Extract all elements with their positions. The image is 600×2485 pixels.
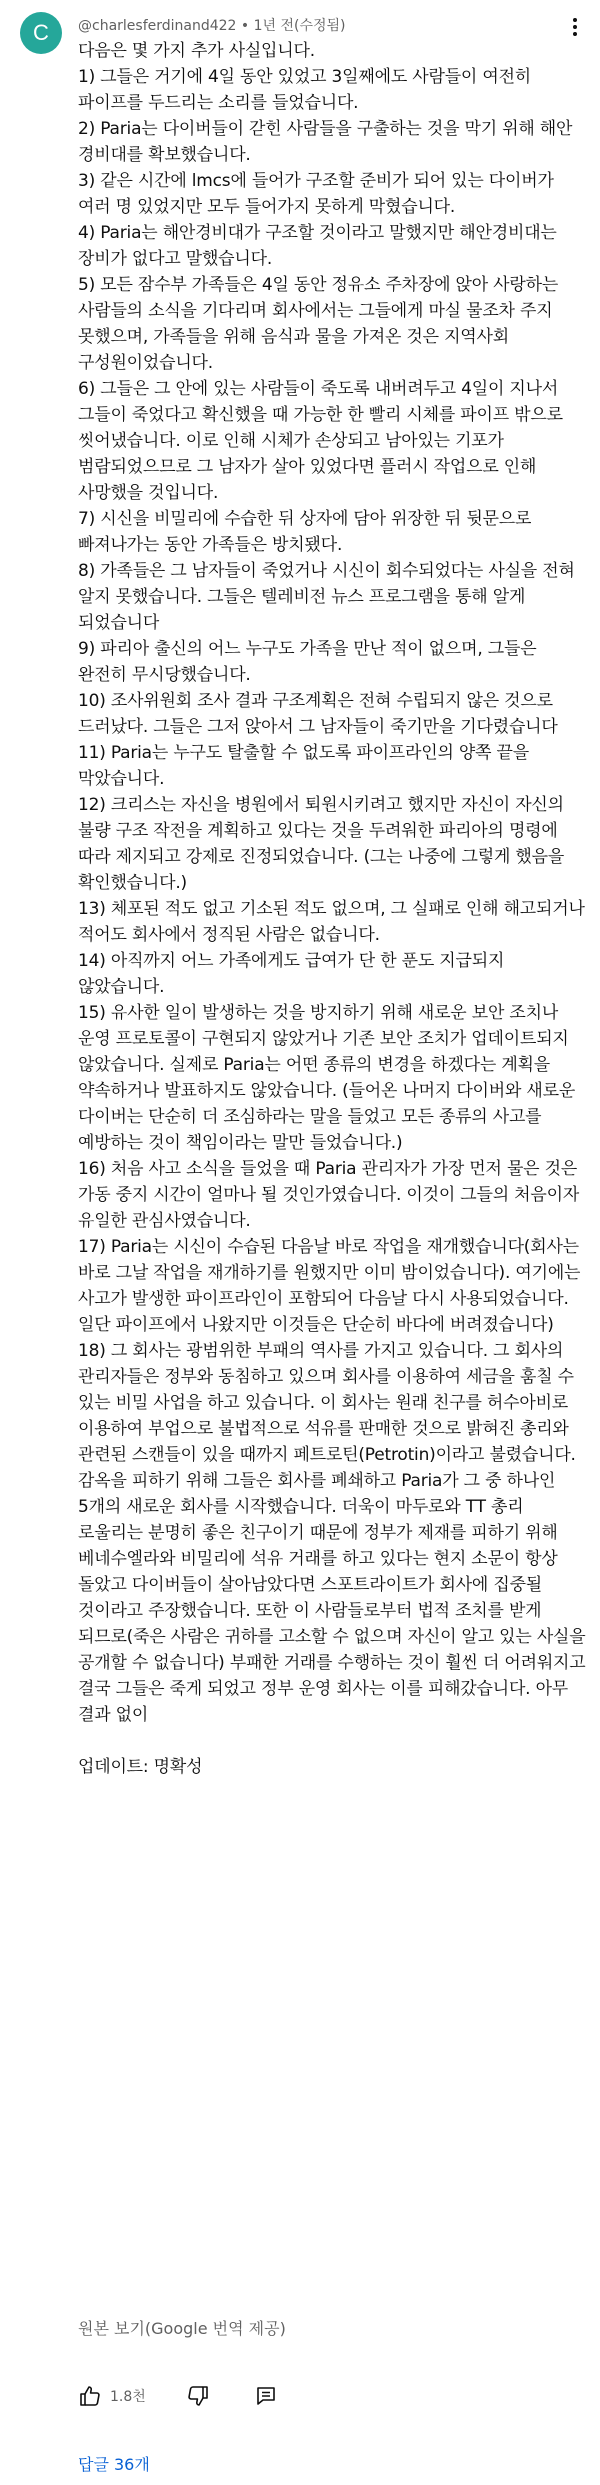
comment-paragraph: 2) Paria는 다이버들이 갇힌 사람들을 구출하는 것을 막기 위해 해안 경비대를 확보했습니다. bbox=[78, 119, 573, 165]
comment-paragraph: 9) 파리아 출신의 어느 누구도 가족을 만난 적이 없으며, 그들은 완전히 무시당했습니다. bbox=[78, 639, 537, 685]
comment-paragraph: 8) 가족들은 그 남자들이 죽었거나 시신이 회수되었다는 사실을 전혀 알지 못했습니다. 그들은 텔레비전 뉴스 프로그램을 통해 알게 되었습니다 bbox=[78, 561, 575, 633]
reply-button[interactable] bbox=[254, 2384, 278, 2408]
comment-paragraph: 15) 유사한 일이 발생하는 것을 방지하기 위해 새로운 보안 조치나 운영 프로토콜이 구현되지 않았거나 기존 보안 조치가 업데이트되지 않았습니다. 실제로 Paria는 어떤 종류의 변경을 하겠다는 계획을 약속하거나 발표하지도 않았습니다. (들어온 나머지 다이버와 새로운 다이버는 단순히 더 조심하라는 말을 들었고 모든 종류의 사고를 예방하는 것이 책임이라는 말만 들었습니다.) bbox=[78, 1003, 576, 1153]
comment-paragraph: 13) 체포된 적도 없고 기소된 적도 없으며, 그 실패로 인해 해고되거나 적어도 회사에서 정직된 사람은 없습니다. bbox=[78, 899, 585, 945]
like-button[interactable] bbox=[78, 2384, 146, 2408]
comment-paragraph: 10) 조사위원회 조사 결과 구조계획은 전혀 수립되지 않은 것으로 드러났다. 그들은 그저 앉아서 그 남자들이 죽기만을 기다렸습니다 bbox=[78, 691, 558, 737]
dislike-button[interactable] bbox=[186, 2384, 210, 2408]
thumb-down-icon bbox=[186, 2384, 210, 2408]
reply-comment-icon bbox=[254, 2384, 278, 2408]
comment-paragraph: 16) 처음 사고 소식을 들었을 때 Paria 관리자가 가장 먼저 물은 것은 가동 중지 시간이 얼마나 될 것인가였습니다. 이것이 그들의 처음이자 유일한 관심사였습니다. bbox=[78, 1159, 580, 1231]
comment-paragraph: 5) 모든 잠수부 가족들은 4일 동안 정유소 주차장에 앉아 사랑하는 사람들의 소식을 기다리며 회사에서는 그들에게 마실 물조차 주지 못했으며, 가족들을 위해 음식과 물을 가져온 것은 지역사회 구성원이었습니다. bbox=[78, 275, 559, 373]
comment-paragraph: 4) Paria는 해안경비대가 구조할 것이라고 말했지만 해안경비대는 장비가 없다고 말했습니다. bbox=[78, 223, 557, 269]
comment-paragraph: 11) Paria는 누구도 탈출할 수 없도록 파이프라인의 양쪽 끝을 막았습니다. bbox=[78, 743, 529, 789]
thumb-up-icon bbox=[78, 2384, 102, 2408]
comment-paragraph: 다음은 몇 가지 추가 사실입니다. bbox=[78, 41, 315, 61]
comment-actions bbox=[78, 2381, 278, 2411]
avatar-letter: C bbox=[33, 20, 49, 45]
view-original-link[interactable]: 원본 보기(Google 번역 제공) bbox=[78, 2319, 286, 2338]
comment-paragraph: 17) Paria는 시신이 수습된 다음날 바로 작업을 재개했습니다(회사는 바로 그날 작업을 재개하기를 원했지만 이미 밤이었습니다). 여기에는 사고가 발생한 파이프라인이 포함되어 다음날 다시 사용되었습니다. 일단 파이프에서 나왔지만 이것들은 단순히 바다에 버려졌습니다) bbox=[78, 1237, 581, 1335]
comment-author-meta[interactable]: @charlesferdinand422 • 1년 전(수정됨) bbox=[78, 18, 346, 34]
comment-paragraph: 1) 그들은 거기에 4일 동안 있었고 3일째에도 사람들이 여전히 파이프를 두드리는 소리를 들었습니다. bbox=[78, 67, 532, 113]
comment-update-note: 업데이트: 명확성 bbox=[78, 1757, 203, 1777]
view-replies-button[interactable]: 답글 36개 bbox=[78, 2455, 150, 2474]
avatar[interactable] bbox=[20, 12, 62, 54]
comment-paragraph: 14) 아직까지 어느 가족에게도 급여가 단 한 푼도 지급되지 않았습니다. bbox=[78, 951, 505, 997]
comment-paragraph: 6) 그들은 그 안에 있는 사람들이 죽도록 내버려두고 4일이 지나서 그들이 죽었다고 확신했을 때 가능한 한 빨리 시체를 파이프 밖으로 씻어냈습니다. 이로 인해 시체가 손상되고 남아있는 기포가 범람되었으므로 그 남자가 살아 있었다면 플러시 작업으로 인해 사망했을 것입니다. bbox=[78, 379, 563, 503]
comment-paragraph: 7) 시신을 비밀리에 수습한 뒤 상자에 담아 위장한 뒤 뒷문으로 빠져나가는 동안 가족들은 방치됐다. bbox=[78, 509, 532, 555]
comment-paragraph: 18) 그 회사는 광범위한 부패의 역사를 가지고 있습니다. 그 회사의 관리자들은 정부와 동침하고 있으며 회사를 이용하여 세금을 훔칠 수 있는 비밀 사업을 하고 있습니다. 이 회사는 원래 친구를 허수아비로 이용하여 부업으로 불법적으로 석유를 판매한 것으로 밝혀진 총리와 관련된 스캔들이 있을 때까지 페트로틴(Petrotin)이라고 불렸습니다. 감옥을 피하기 위해 그들은 회사를 폐쇄하고 Paria가 그 중 하나인 5개의 새로운 회사를 시작했습니다. 더욱이 마두로와 TT 총리 로울리는 분명히 좋은 친구이기 때문에 정부가 제재를 피하기 위해 베네수엘라와 비밀리에 석유 거래를 하고 있다는 현지 소문이 항상 돌았고 다이버들이 살아남았다면 스포트라이트가 회사에 집중될 것이라고 주장했습니다. 또한 이 사람들로부터 법적 조치를 받게 되므로(죽은 사람은 귀하를 고소할 수 없으며 자신이 알고 있는 사실을 공개할 수 없습니다) 부패한 거래를 수행하는 것이 훨씬 더 어려워지고 결국 그들은 죽게 되었고 정부 운영 회사는 이를 피해갔습니다. 아무 결과 없이 bbox=[78, 1341, 586, 1725]
like-count: 1.8천 bbox=[110, 2389, 146, 2405]
comment-paragraph: 3) 같은 시간에 lmcs에 들어가 구조할 준비가 되어 있는 다이버가 여러 명 있었지만 모두 들어가지 못하게 막혔습니다. bbox=[78, 171, 554, 217]
comment-body bbox=[78, 38, 590, 1780]
comment-paragraph: 12) 크리스는 자신을 병원에서 퇴원시키려고 했지만 자신이 자신의 불량 구조 작전을 계획하고 있다는 것을 두려워한 파리아의 명령에 따라 제지되고 강제로 진정되었습니다. (그는 나중에 그렇게 했음을 확인했습니다.) bbox=[78, 795, 565, 893]
